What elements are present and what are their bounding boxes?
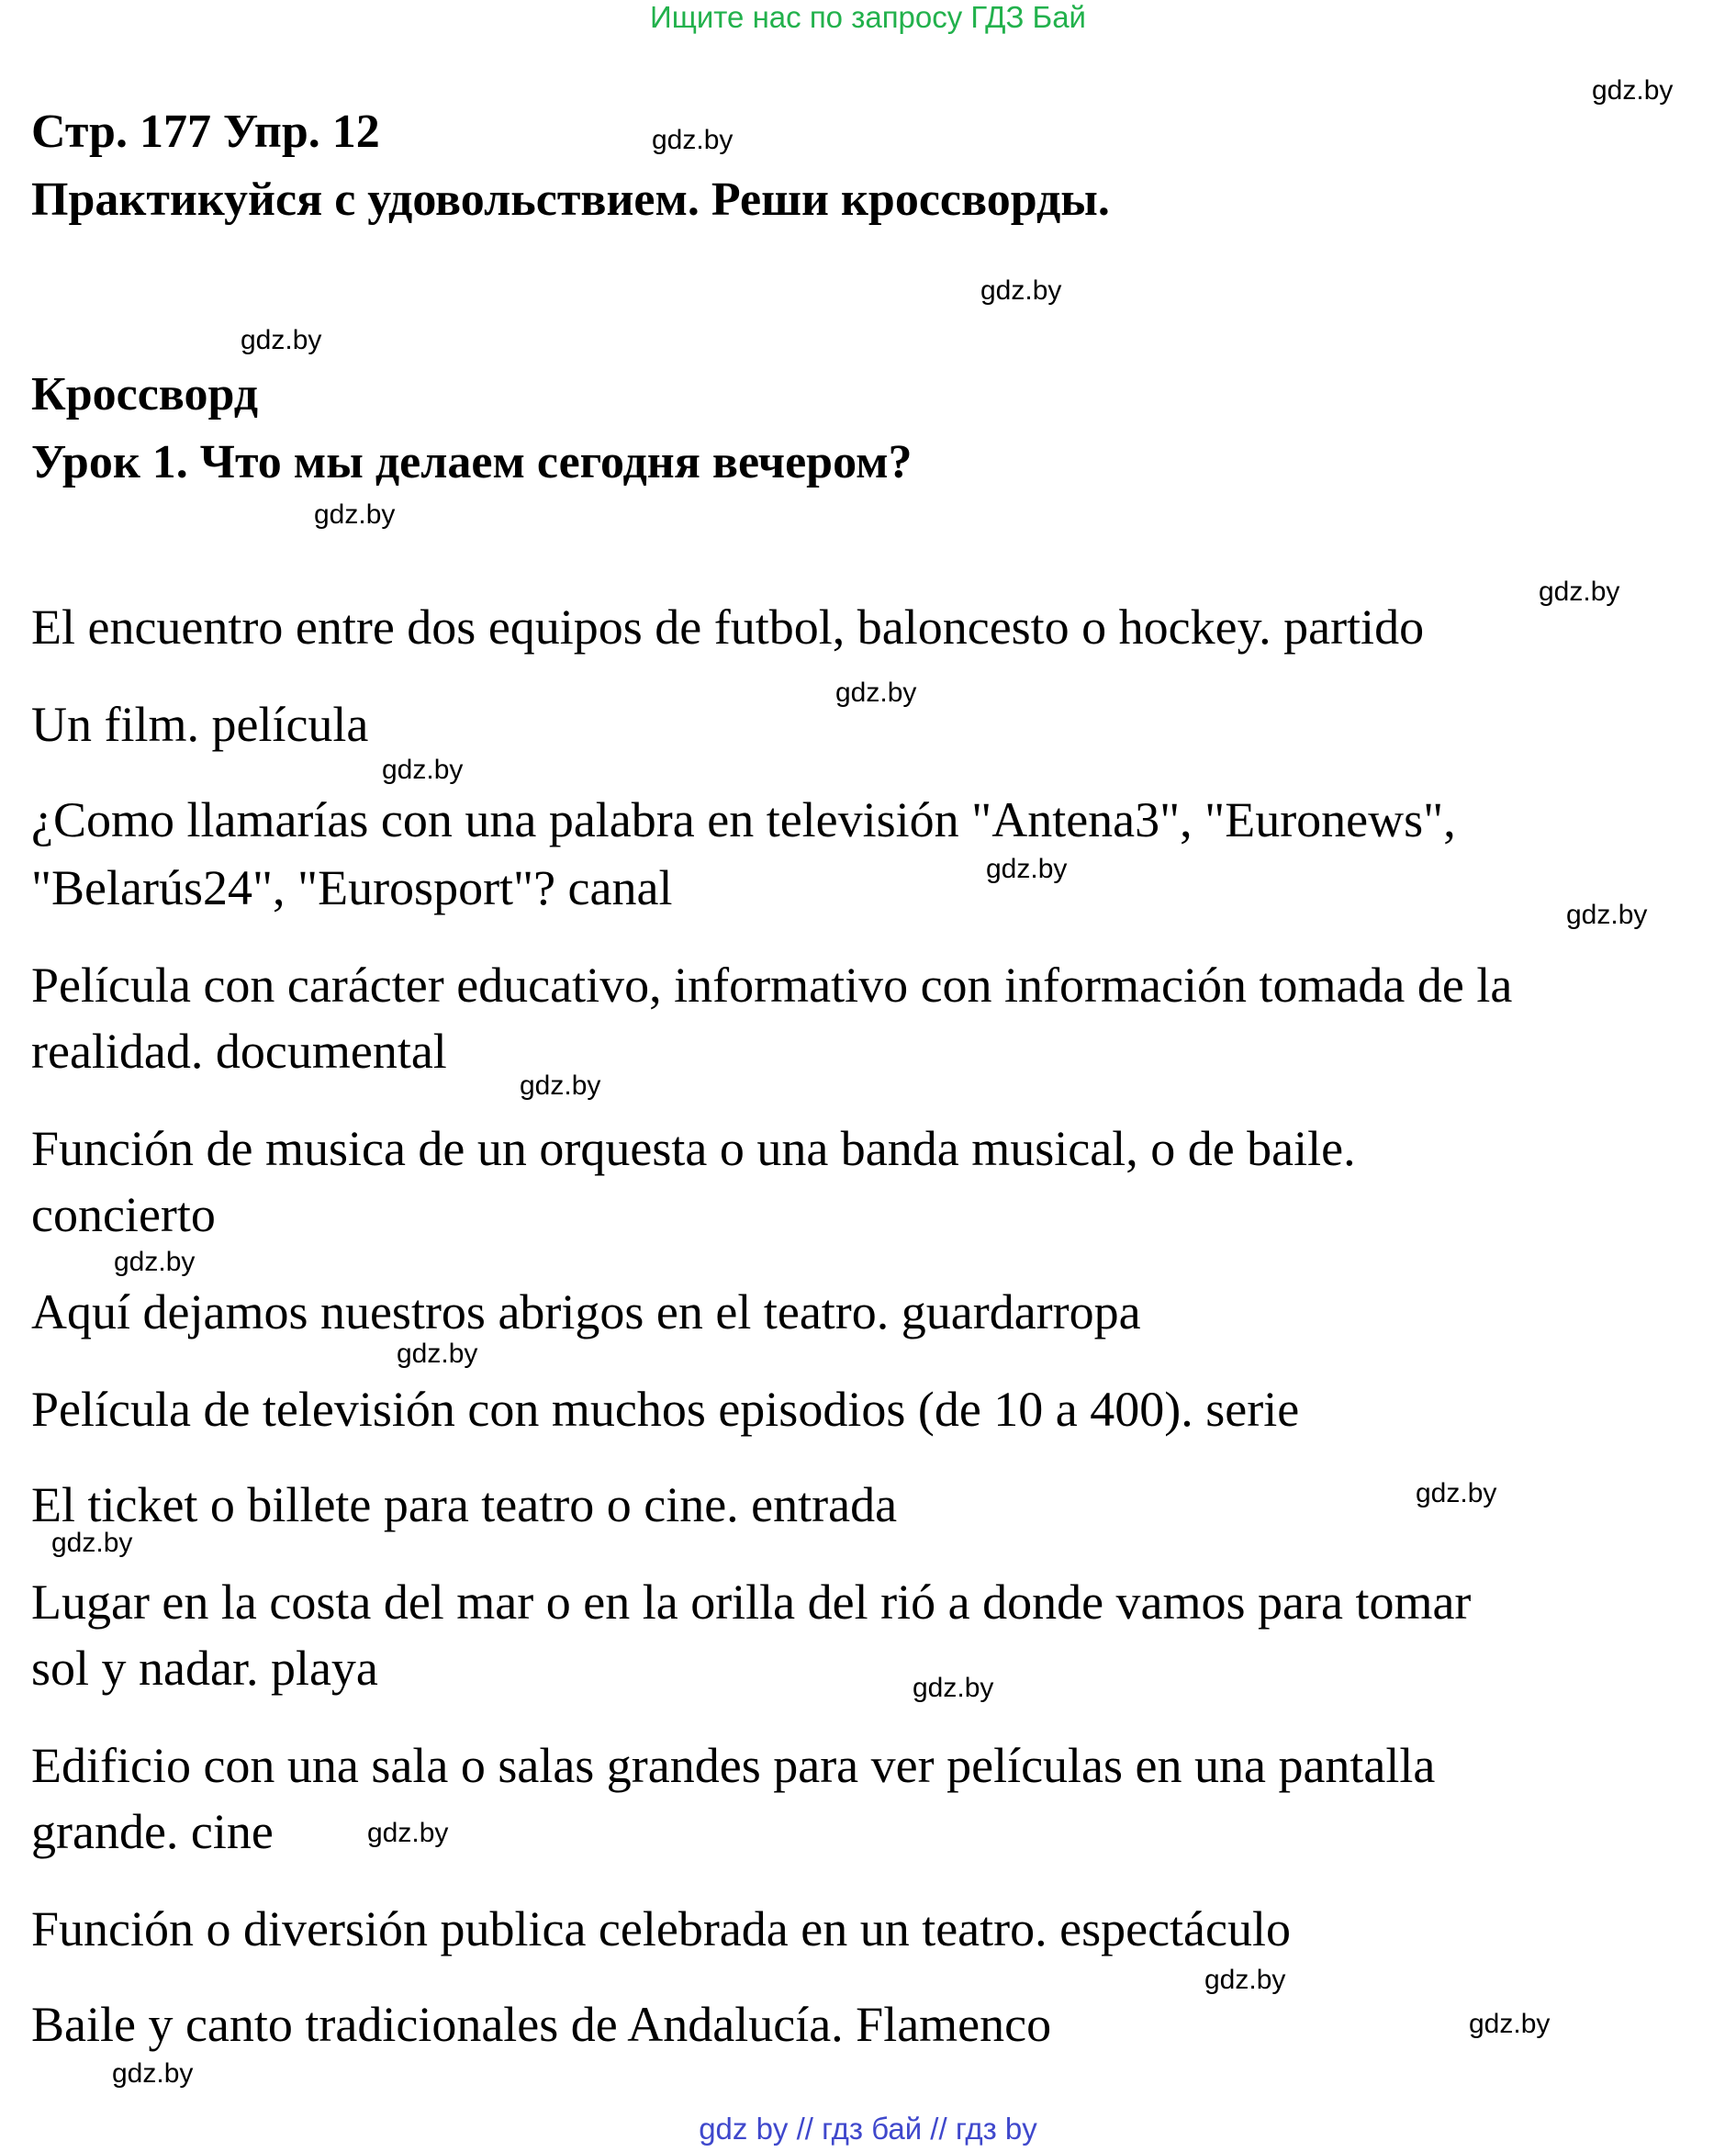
watermark: gdz.by: [520, 1070, 601, 1101]
clue-line: "Belarús24", "Eurosport"? canal: [31, 860, 673, 915]
watermark: gdz.by: [1539, 577, 1620, 607]
watermark: gdz.by: [1416, 1478, 1497, 1508]
clue-line: Película de televisión con muchos episodios (de 10 a 400). serie: [31, 1382, 1300, 1437]
watermark: gdz.by: [1204, 1965, 1286, 1995]
exercise-instruction: Практикуйся с удовольствием. Реши кроссворды.: [31, 174, 1110, 226]
clue-line: Un film. película: [31, 697, 369, 752]
watermark: gdz.by: [112, 2058, 194, 2089]
clue-line: grande. cine: [31, 1804, 274, 1859]
clue-line: Aquí dejamos nuestros abrigos en el teatro. guardarropa: [31, 1284, 1141, 1339]
clue-line: ¿Como llamarías con una palabra en televisión "Antena3", "Euronews",: [31, 792, 1456, 847]
clue-line: Función de musica de un orquesta o una banda musical, o de baile.: [31, 1121, 1356, 1176]
watermark: gdz.by: [652, 125, 734, 155]
clue-line: Película con carácter educativo, informativo con información tomada de la: [31, 958, 1513, 1013]
clue-line: El encuentro entre dos equipos de futbol, baloncesto o hockey. partido: [31, 600, 1425, 655]
watermark: gdz.by: [397, 1339, 478, 1369]
watermark: gdz.by: [980, 275, 1062, 306]
watermark: gdz.by: [986, 854, 1068, 884]
clue-line: Lugar en la costa del mar o en la orilla del rió a donde vamos para tomar: [31, 1575, 1472, 1630]
section-title: Кроссворд: [31, 368, 259, 420]
watermark: gdz.by: [1566, 900, 1648, 930]
lesson-title: Урок 1. Что мы делаем сегодня вечером?: [31, 436, 913, 488]
footer-links: gdz by // гдз бай // гдз by: [699, 2112, 1037, 2146]
clue-line: sol y nadar. playa: [31, 1641, 378, 1696]
clue-line: Baile y canto tradicionales de Andalucía. Flamenco: [31, 1997, 1052, 2052]
watermark: gdz.by: [114, 1247, 196, 1277]
watermark: gdz.by: [1469, 2009, 1551, 2039]
page-title: Стр. 177 Упр. 12: [31, 106, 380, 158]
clue-line: Función o diversión publica celebrada en un teatro. espectáculo: [31, 1901, 1291, 1956]
search-banner: Ищите нас по запросу ГДЗ Бай: [650, 0, 1086, 34]
watermark: gdz.by: [51, 1528, 133, 1558]
watermark: gdz.by: [314, 499, 396, 530]
clue-line: realidad. documental: [31, 1024, 447, 1079]
watermark: gdz.by: [1592, 75, 1674, 106]
watermark: gdz.by: [241, 325, 322, 355]
watermark: gdz.by: [367, 1818, 449, 1848]
clue-line: El ticket o billete para teatro o cine. entrada: [31, 1477, 898, 1532]
watermark: gdz.by: [913, 1673, 994, 1703]
clue-line: concierto: [31, 1187, 216, 1242]
clue-line: Edificio con una sala o salas grandes para ver películas en una pantalla: [31, 1738, 1436, 1793]
watermark: gdz.by: [382, 755, 464, 785]
watermark: gdz.by: [835, 678, 917, 708]
